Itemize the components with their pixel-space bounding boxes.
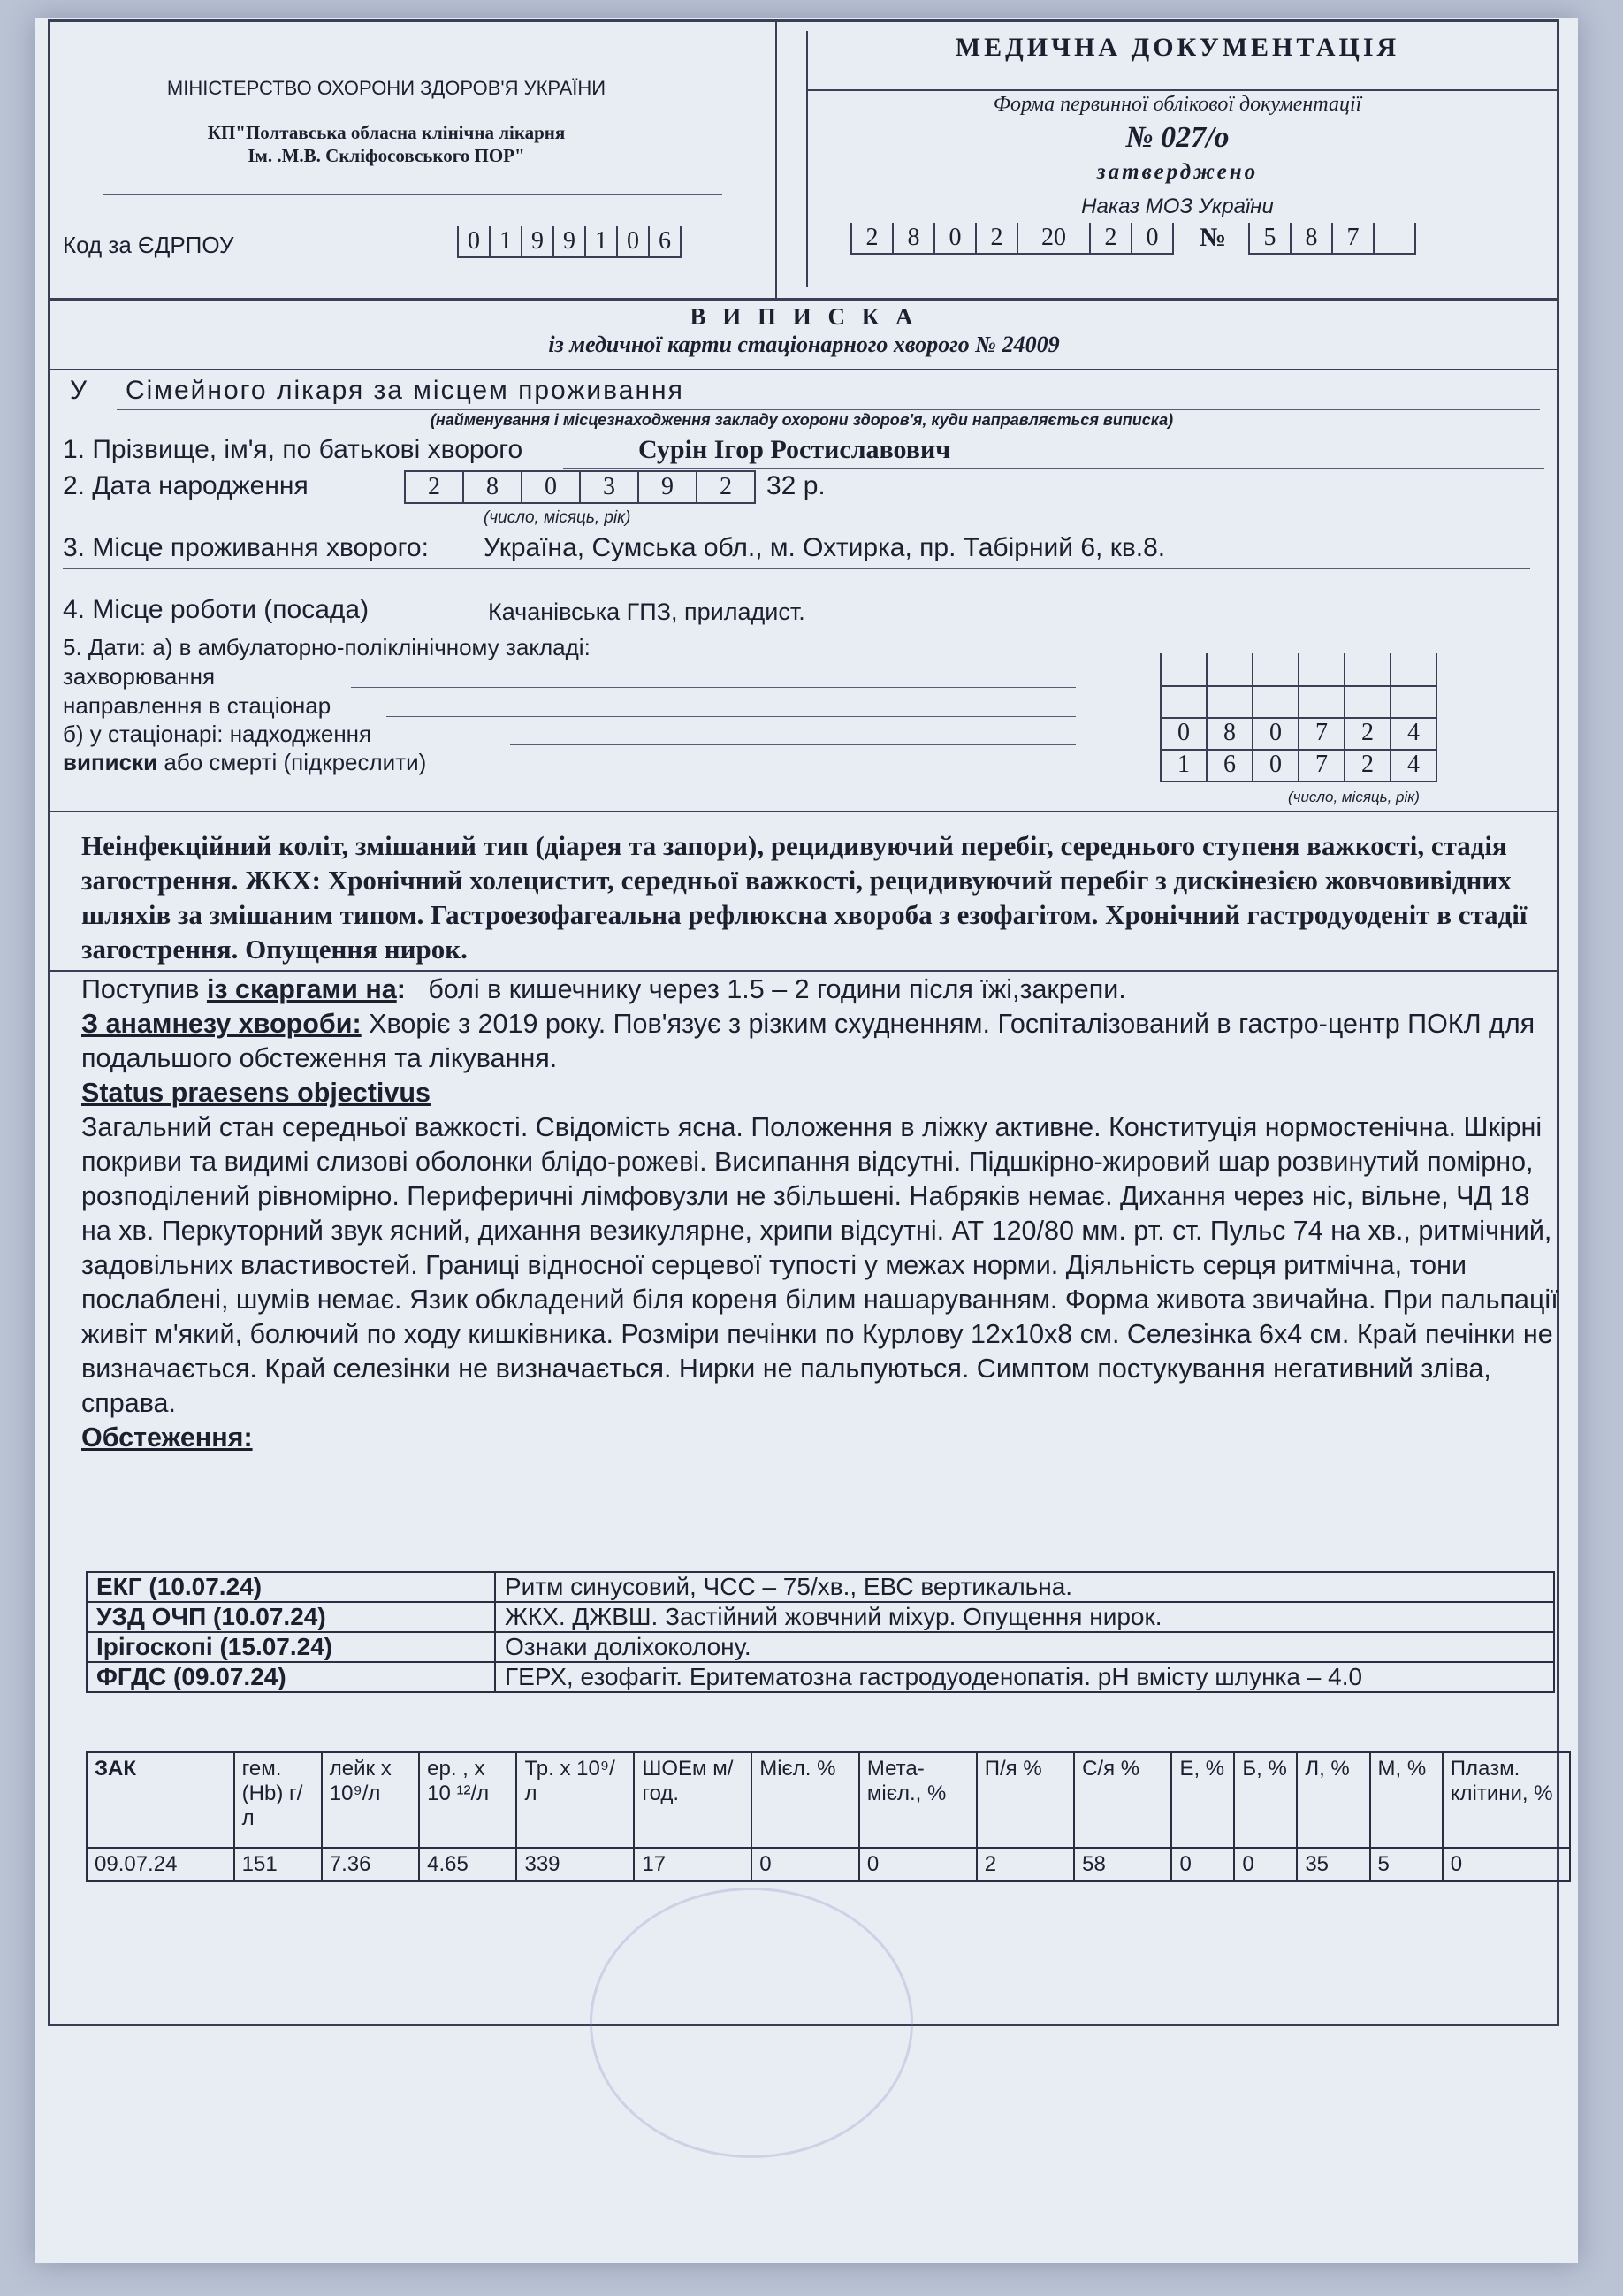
- discharge-date-cells: [1160, 749, 1437, 782]
- admission-digit: 7: [1298, 717, 1344, 751]
- table-row: [87, 1662, 1554, 1692]
- blood-test-table: [86, 1751, 1571, 1882]
- header-bottom-rule: [50, 298, 1558, 301]
- complaints-label-b: із скаргами на: [206, 974, 397, 1004]
- edrpou-digit: 0: [616, 226, 648, 258]
- status-label: Status praesens objectivus: [81, 1078, 431, 1108]
- exam-result: ЖКХ. ДЖВШ. Застійний жовчний міхур. Опущення нирок.: [495, 1602, 1554, 1632]
- table-row: [87, 1602, 1554, 1632]
- blood-header-cell: Мієл. %: [751, 1752, 859, 1848]
- edrpou-digit: 1: [489, 226, 521, 258]
- blood-value: 0: [1443, 1848, 1570, 1881]
- clinical-text: [81, 973, 1566, 1455]
- blood-header-cell: П/я %: [977, 1752, 1074, 1848]
- blood-header-cell: Тр. х 10⁹/л: [516, 1752, 634, 1848]
- birth-date-digit: 3: [579, 470, 637, 504]
- residence-value: Україна, Сумська обл., м. Охтирка, пр. Табірний 6, кв.8.: [484, 533, 1166, 562]
- workplace-value: Качанівська ГПЗ, приладист.: [488, 599, 805, 625]
- admission-date-underline: [510, 744, 1076, 745]
- blood-header-cell: М, %: [1370, 1752, 1443, 1848]
- recipient-hint: (найменування і місцезнаходження закладу охорони здоров'я, куди направляється виписка): [430, 411, 1174, 429]
- edrpou-digit: 1: [584, 226, 616, 258]
- institution-line-1: КП"Полтавська обласна клінічна лікарня: [207, 122, 566, 143]
- approved-label: затверджено: [1096, 160, 1259, 184]
- birth-date-label: 2. Дата народження: [63, 471, 309, 500]
- form-title: Форма первинної облікової документації: [993, 93, 1362, 116]
- exams-table: [86, 1571, 1555, 1693]
- document-title: В И П И С К А: [690, 303, 918, 330]
- anamnesis-label: З анамнезу хвороби:: [81, 1009, 362, 1039]
- order-date-digit: 8: [892, 223, 933, 255]
- document-frame: [48, 19, 1559, 2026]
- order-number-digit: 8: [1290, 223, 1331, 255]
- institution-name: [103, 121, 669, 167]
- discharge-rest: або смерті (підкреслити): [164, 749, 427, 775]
- discharge-digit: 2: [1344, 749, 1390, 782]
- recipient-value: Сімейного лікаря за місцем проживання: [126, 376, 684, 405]
- order-number-digit: [1373, 223, 1416, 255]
- blood-value: 2: [977, 1848, 1074, 1881]
- blood-value: 339: [516, 1848, 634, 1881]
- status-text: Загальний стан середньої важкості. Свідомість ясна. Положення в ліжку активне. Конституція нормостенічна. Шкірні покриви та видимі слизові оболонки блідо-рожеві. Висипання відсутні. Підшкірно-жировий шар розвинутий помірно, розподілений рівномірно. Периферичні лімфовузли не збільшені. Набряків немає. Дихання через ніс, вільне, ЧД 18 на хв. Перкуторний звук ясний, дихання везикулярне, хрипи відсутні. АТ 120/80 мм. рт. ст. Пульс 74 на хв., ритмічний, задовільних властивостей. Границі відносної серцевої тупості у межах норми. Діяльність серця ритмічна, тони послаблені, шумів немає. Язик обкладений біля кореня білим нашаруванням. Форма живота звичайна. При пальпації живіт м'який, болючий по ходу кишківника. Розміри печінки по Курлову 12х10х8 см. Селезінка 6х4 см. Край печінки не визначається. Край селезінки не визначається. Нирки не пальпуються. Симптом постукування негативний зліва, справа.: [81, 1112, 1558, 1418]
- patient-age: 32 р.: [766, 471, 826, 500]
- blood-value: 09.07.24: [87, 1848, 234, 1881]
- header-divider: [775, 22, 777, 298]
- residence-label: 3. Місце проживання хворого:: [63, 533, 429, 562]
- discharge-digit: 6: [1206, 749, 1252, 782]
- recipient-underline: [117, 409, 1540, 410]
- blood-value: 0: [859, 1848, 977, 1881]
- document-subtitle: із медичної карти стаціонарного хворого № 24009: [548, 332, 1060, 357]
- edrpou-digit: 9: [521, 226, 552, 258]
- blood-header-row: [87, 1752, 1570, 1848]
- blood-header-cell: ШОЕм м/год.: [634, 1752, 751, 1848]
- edrpou-digit: 0: [457, 226, 489, 258]
- birth-date-digit: 0: [521, 470, 579, 504]
- order-date-digit: 2: [975, 223, 1017, 255]
- admission-digit: 0: [1160, 717, 1206, 751]
- discharge-digit: 0: [1252, 749, 1298, 782]
- referral-date-underline: [386, 716, 1076, 717]
- blood-header-cell: С/я %: [1074, 1752, 1171, 1848]
- anamnesis-paragraph: [81, 1007, 1566, 1076]
- birth-date-digit: 2: [404, 470, 462, 504]
- blood-header-cell: Плазм. клітини, %: [1443, 1752, 1570, 1848]
- institution-line-2: Ім. .М.В. Скліфосовського ПОР": [248, 145, 525, 166]
- discharge-date-label: [63, 749, 426, 776]
- form-number: № 027/о: [1125, 121, 1230, 154]
- header-right-rule: [806, 89, 1558, 91]
- discharge-bold: виписки: [63, 749, 158, 775]
- blood-header-cell: гем. (Hb) г/л: [234, 1752, 322, 1848]
- status-heading: [81, 1076, 1566, 1110]
- title-bottom-rule: [50, 369, 1558, 370]
- patient-name-underline: [563, 468, 1544, 469]
- admission-digit: 2: [1344, 717, 1390, 751]
- birth-date-cells: [404, 470, 756, 504]
- complaints-paragraph: [81, 973, 1566, 1007]
- referral-date-cells: [1160, 685, 1437, 719]
- birth-date-hint: (число, місяць, рік): [484, 508, 631, 527]
- disease-date-underline: [351, 687, 1076, 688]
- admission-digit: 8: [1206, 717, 1252, 751]
- exam-result: ГЕРХ, езофагіт. Еритематозна гастродуоденопатія. рН вмісту шлунка – 4.0: [495, 1662, 1554, 1692]
- disease-date-cells: [1160, 653, 1437, 687]
- edrpou-code: [457, 226, 682, 258]
- order-number: [1248, 223, 1416, 255]
- exam-result: Ознаки доліхоколону.: [495, 1632, 1554, 1662]
- edrpou-digit: 6: [648, 226, 682, 258]
- anamnesis-text: Хворіє з 2019 року. Пов'язує з різким схудненням. Госпіталізований в гастро-центр ПОКЛ для подальшого обстеження та лікування.: [81, 1009, 1535, 1073]
- blood-value: 17: [634, 1848, 751, 1881]
- complaints-label-c: :: [396, 974, 406, 1004]
- ministry-name: МІНІСТЕРСТВО ОХОРОНИ ЗДОРОВ'Я УКРАЇНИ: [166, 77, 606, 99]
- residence-underline: [63, 568, 1530, 569]
- order-date: [850, 223, 1174, 255]
- birth-date-digit: 9: [637, 470, 696, 504]
- blood-header-cell: Л, %: [1297, 1752, 1369, 1848]
- header-divider-inner: [806, 31, 808, 287]
- exam-name: ФГДС (09.07.24): [87, 1662, 495, 1692]
- edrpou-digit: 9: [552, 226, 584, 258]
- admission-digit: 4: [1390, 717, 1437, 751]
- dates-hint: (число, місяць, рік): [1288, 789, 1420, 805]
- order-date-digit: 0: [933, 223, 975, 255]
- blood-value: 5: [1370, 1848, 1443, 1881]
- blood-value: 7.36: [322, 1848, 419, 1881]
- order-date-digit: 20: [1017, 223, 1089, 255]
- admission-date-cells: [1160, 717, 1437, 751]
- discharge-document-sheet: [35, 18, 1578, 2263]
- blood-value: 35: [1297, 1848, 1369, 1881]
- blood-header-cell: Мета-мієл., %: [859, 1752, 977, 1848]
- blood-header-cell: лейк х 10⁹/л: [322, 1752, 419, 1848]
- blood-header-cell: ЗАК: [87, 1752, 234, 1848]
- complaints-text: болі в кишечнику через 1.5 – 2 години після їжі,закрепи.: [428, 974, 1126, 1004]
- order-date-digit: 2: [850, 223, 892, 255]
- table-row: [87, 1572, 1554, 1602]
- blood-header-cell: ер. , х 10 ¹²/л: [419, 1752, 516, 1848]
- birth-date-digit: 2: [696, 470, 756, 504]
- exam-name: Ірігоскопі (15.07.24): [87, 1632, 495, 1662]
- disease-date-label: захворювання: [63, 663, 216, 690]
- blood-value: 0: [1171, 1848, 1234, 1881]
- blood-value: 0: [751, 1848, 859, 1881]
- discharge-digit: 1: [1160, 749, 1206, 782]
- exam-result: Ритм синусовий, ЧСС – 75/хв., ЕВС вертикальна.: [495, 1572, 1554, 1602]
- blood-header-cell: Е, %: [1171, 1752, 1234, 1848]
- order-number-digit: 5: [1248, 223, 1290, 255]
- exam-name: УЗД ОЧП (10.07.24): [87, 1602, 495, 1632]
- order-date-digit: 2: [1089, 223, 1131, 255]
- complaints-label-a: Поступив: [81, 974, 207, 1004]
- diagnosis-text: Неінфекційний коліт, змішаний тип (діарея та запори), рецидивуючий перебіг, середнього ступеня важкості, стадія загострення. ЖКХ: Хронічний холецистит, середньої важкості, рецидивуючий перебіг з дискінезією жовчовивідних шляхів за змішаним типом. Гастроезофагеальна рефлюксна хвороба з езофагітом. Хронічний гастродуоденіт в стадії загострення. Опущення нирок.: [81, 830, 1528, 965]
- order-date-digit: 0: [1131, 223, 1174, 255]
- admission-digit: 0: [1252, 717, 1298, 751]
- exams-heading: [81, 1421, 1566, 1455]
- blood-value: 4.65: [419, 1848, 516, 1881]
- recipient-prefix: У: [70, 376, 88, 405]
- header-rule: [103, 194, 722, 195]
- dates-label: 5. Дати: а) в амбулаторно-поліклінічному закладі:: [63, 634, 591, 660]
- patient-name-label: 1. Прізвище, ім'я, по батькові хворого: [63, 435, 523, 464]
- diagnosis-top-rule: [50, 811, 1558, 812]
- diagnosis-bottom-rule: [50, 970, 1558, 972]
- blood-header-cell: Б, %: [1234, 1752, 1297, 1848]
- discharge-digit: 7: [1298, 749, 1344, 782]
- table-row: [87, 1848, 1570, 1881]
- blood-value: 58: [1074, 1848, 1171, 1881]
- blood-value: 151: [234, 1848, 322, 1881]
- faded-stamp: [590, 1888, 913, 2158]
- table-row: [87, 1632, 1554, 1662]
- birth-date-digit: 8: [462, 470, 521, 504]
- admission-date-label: б) у стаціонарі: надходження: [63, 721, 372, 747]
- order-number-digit: 7: [1331, 223, 1373, 255]
- edrpou-label: Код за ЄДРПОУ: [63, 232, 234, 258]
- patient-name-value: Сурін Ігор Ростиславович: [638, 435, 951, 464]
- order-number-sign: №: [1200, 223, 1227, 252]
- blood-value: 0: [1234, 1848, 1297, 1881]
- medical-documentation-heading: МЕДИЧНА ДОКУМЕНТАЦІЯ: [955, 33, 1400, 62]
- exam-name: ЕКГ (10.07.24): [87, 1572, 495, 1602]
- workplace-label: 4. Місце роботи (посада): [63, 595, 370, 624]
- order-label: Наказ МОЗ України: [1081, 195, 1274, 218]
- discharge-digit: 4: [1390, 749, 1437, 782]
- referral-date-label: направлення в стаціонар: [63, 692, 331, 719]
- exams-label: Обстеження:: [81, 1423, 253, 1453]
